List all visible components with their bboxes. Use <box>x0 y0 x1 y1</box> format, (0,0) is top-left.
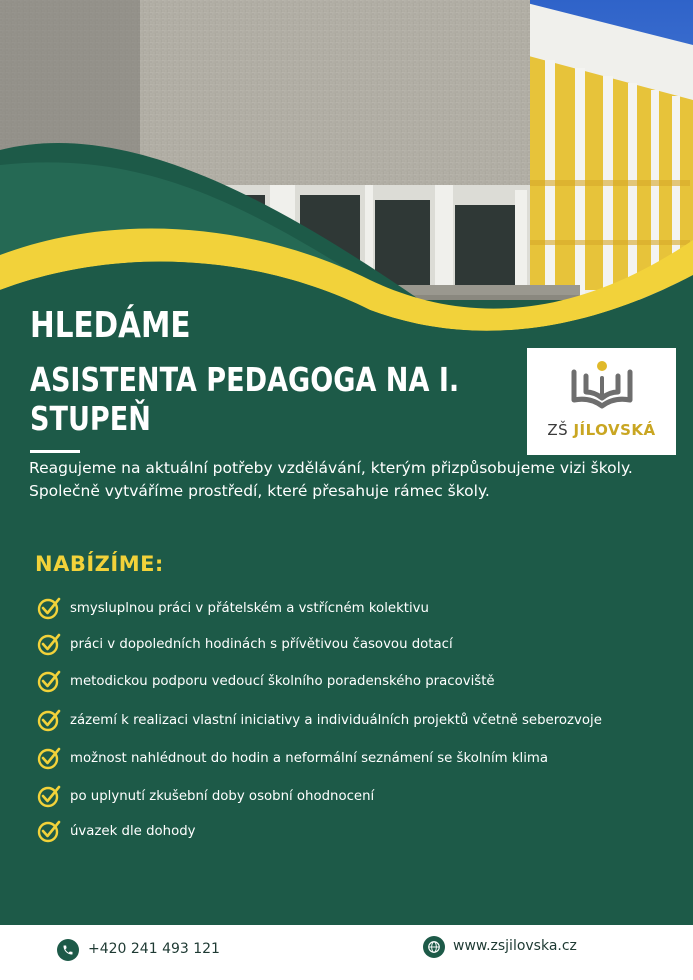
offer-item-text: možnost nahlédnout do hodin a neformální seznámení se školním klima <box>70 750 549 766</box>
footer <box>0 925 693 980</box>
check-circle-icon <box>36 707 62 733</box>
check-circle-icon <box>36 595 62 621</box>
check-circle-icon <box>36 818 62 844</box>
offer-item <box>36 745 548 771</box>
check-circle-icon <box>36 631 62 657</box>
logo-prefix: ZŠ <box>547 421 569 439</box>
offer-item <box>36 818 196 844</box>
offer-item <box>36 707 602 733</box>
offer-item <box>36 783 374 809</box>
school-logo <box>527 348 676 455</box>
offer-item-text: zázemí k realizaci vlastní iniciativy a individuálních projektů včetně seberozvoje <box>70 712 602 728</box>
school-building-photo <box>0 0 693 340</box>
offer-item <box>36 668 495 694</box>
headline-position: ASISTENTA PEDAGOGA NA I. STUPEŇ <box>30 360 460 438</box>
offer-item <box>36 595 429 621</box>
logo-wordmark <box>527 421 676 439</box>
check-circle-icon <box>36 745 62 771</box>
offer-item <box>36 631 453 657</box>
phone-number[interactable]: +420 241 493 121 <box>88 941 220 957</box>
offer-item-text: metodickou podporu vedoucí školního poradenského pracoviště <box>70 673 495 689</box>
intro-paragraph: Reagujeme na aktuální potřeby vzdělávání, kterým přizpůsobujeme vizi školy. Společně vytváříme prostředí, které přesahuje rámec školy. <box>29 459 633 500</box>
headline-title: HLEDÁME <box>30 305 191 346</box>
phone-icon <box>57 939 79 961</box>
offer-item-text: po uplynutí zkušební doby osobní ohodnocení <box>70 788 375 804</box>
logo-name: JÍLOVSKÁ <box>573 421 656 439</box>
check-circle-icon <box>36 668 62 694</box>
check-circle-icon <box>36 783 62 809</box>
website-link[interactable]: www.zsjilovska.cz <box>453 938 577 954</box>
globe-icon <box>423 936 445 958</box>
offer-item-text: práci v dopoledních hodinách s přívětivou časovou dotací <box>70 636 453 652</box>
offer-heading: NABÍZÍME: <box>35 552 164 576</box>
divider-line <box>30 450 80 453</box>
offer-item-text: smysluplnou práci v přátelském a vstřícném kolektivu <box>70 600 429 616</box>
offer-item-text: úvazek dle dohody <box>70 823 196 839</box>
open-book-person-icon <box>566 358 638 416</box>
